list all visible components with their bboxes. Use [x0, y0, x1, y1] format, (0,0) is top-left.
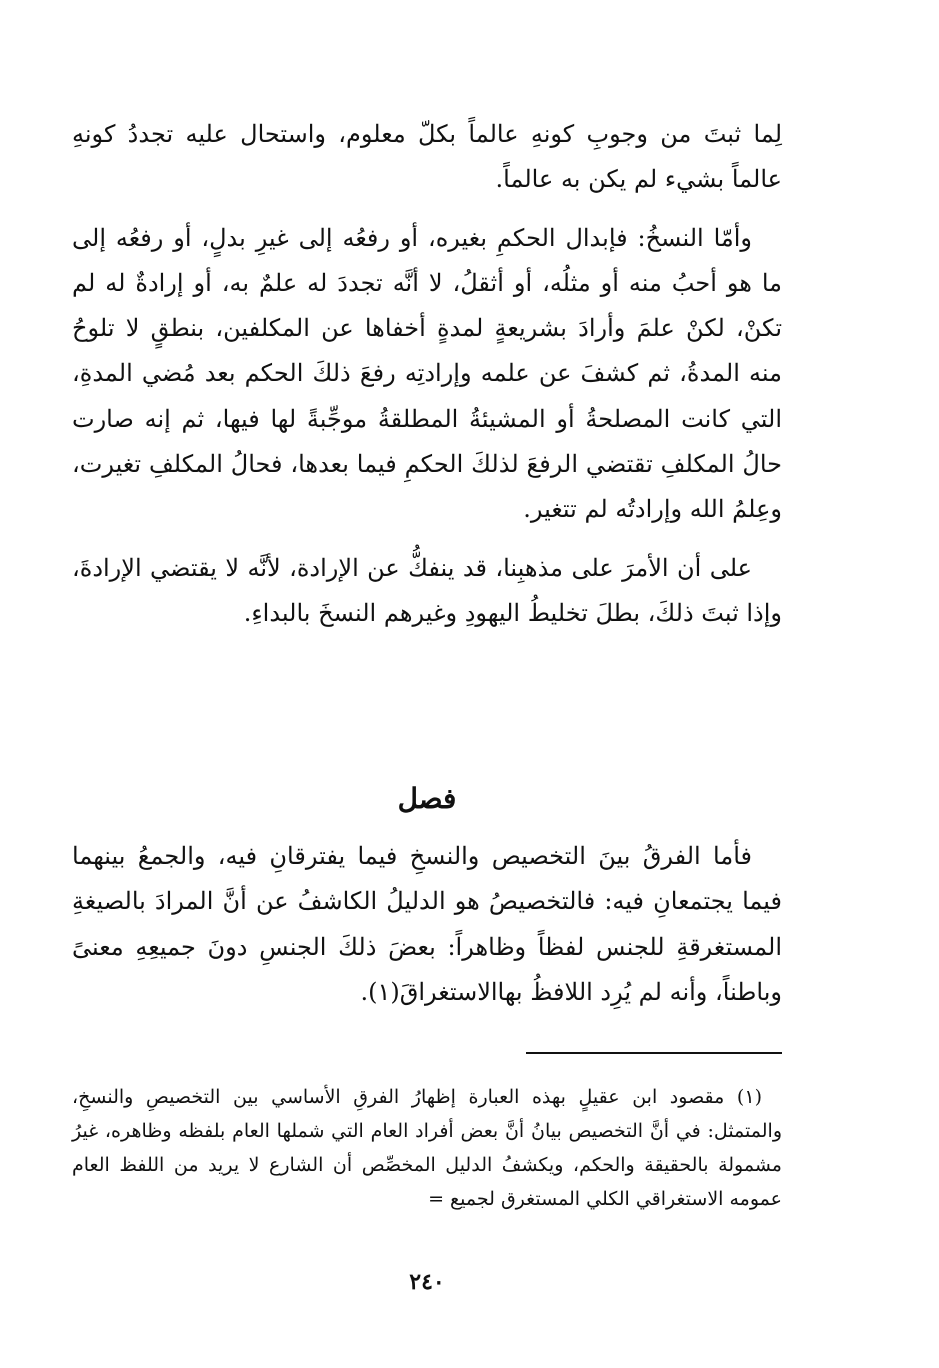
page-number: ٢٤٠: [409, 1269, 445, 1295]
paragraph-1: لِما ثبتَ من وجوبِ كونهِ عالماً بكلّ معلوم، واستحال عليه تجددُ كونهِ عالماً بشيء لم يكن به عالماً.: [72, 120, 783, 194]
section-paragraph: فأما الفرقُ بينَ التخصيص والنسخِ فيما يفترقانِ فيه، والجمعُ بينهما فيما يجتمعانِ فيه: فالتخصيصُ هو الدليلُ الكاشفُ عن أنَّ المرادَ بالصيغةِ المستغرقةِ للجنس لفظاً وظاهراً: بعضَ ذلكَ الجنسِ دونَ جميعِهِ معنىً وباطناً، وأنه لم يُرِد اللافظُ بهاالاستغراقَ(١).: [72, 842, 782, 1006]
paragraph-2: وأمّا النسخُ: فإبدال الحكمِ بغيره، أو رفعُه إلى غيرِ بدلٍ، أو رفعُه إلى ما هو أحبُ منه أو مثلُه، أو أثقلُ، لا أنَّه تجددَ له علمٌ به، أو إرادةٌ له لم تكنْ، لكنْ علمَ وأرادَ بشريعةٍ لمدةٍ أخفاها عن المكلفين، بنطقٍ لا تلوحُ منه المدةُ، ثم كشفَ عن علمه وإرادتِه رفعَ ذلكَ الحكم بعد مُضي المدةِ، التي كانت المصلحةُ أو المشيئةُ المطلقةُ موجِّبةً لها فيها، ثم إنه صارت حالُ المكلفِ تقتضي الرفعَ لذلكَ الحكمِ فيما بعدها، فحالُ المكلفِ تغيرت، وعِلمُ الله وإرادتُه لم تتغير.: [72, 223, 782, 524]
section-title: فصل: [397, 782, 457, 815]
footnote: (١) مقصود ابن عقيلٍ بهذه العبارة إظهارُ الفرقِ الأساسي بين التخصيصِ والنسخِ، والمتمثل: في أنَّ التخصيص بيانُ أنَّ بعض أفراد العام التي شملها العام بلفظه وظاهره، غيرُ مشمولة بالحقيقة والحكم، ويكشفُ الدليل المخصِّص أن الشارع لا يريد من اللفظ العام عمومه الاستغراقي الكلي المستغرق لجميع =: [72, 1086, 782, 1210]
book-page: [72, 112, 783, 1295]
section-body: [72, 834, 782, 1015]
paragraph-3: على أن الأمرَ على مذهبِنا، قد ينفكُّ عن الإرادة، لأنَّه لا يقتضي الإرادةَ، وإذا ثبتَ ذلكَ، بطلَ تخليطُ اليهودِ وغيرهم النسخَ بالبداءِ.: [72, 553, 782, 627]
footnote-separator: [526, 1052, 782, 1054]
